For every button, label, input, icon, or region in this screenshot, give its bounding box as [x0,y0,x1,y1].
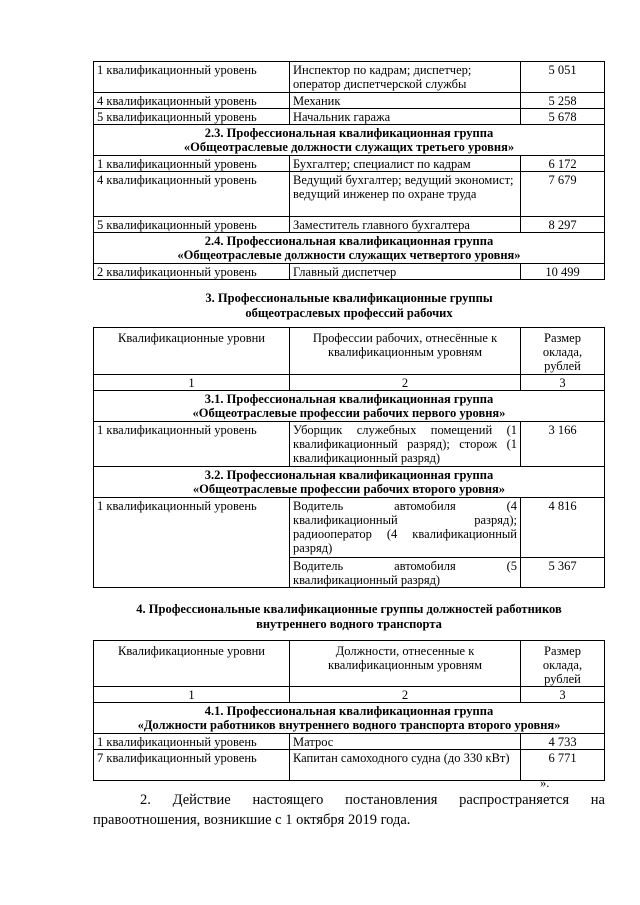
group-header-row [94,233,605,264]
section4-title [93,602,605,632]
header-professions-label: Профессии рабочих, отнесённые к квалификационным уровням [312,331,498,359]
group-header-3-2 [94,467,605,498]
paragraph-line1: 2. Действие настоящего постановления распространяется на [140,792,605,808]
column-number: 3 [521,375,605,391]
level-cell: 5 квалификационный уровень [94,109,290,125]
level-cell: 4 квалификационный уровень [94,172,290,217]
group-header-row [94,391,605,422]
position-cell: Капитан самоходного судна (до 330 кВт) [290,750,521,781]
group-title-line1: 3.2. Профессиональная квалификационная группа [204,468,494,482]
header-salary-label: Размер оклада, рублей [542,331,583,373]
header-professions [290,328,521,375]
table-row [94,498,605,558]
column-number: 2 [290,687,521,703]
section4-title-line2: внутреннего водного транспорта [256,617,442,631]
header-positions-label: Должности, отнесенные к квалификационным уровням [327,644,483,672]
group-header-row [94,467,605,498]
salary-cell: 5 051 [521,62,605,93]
closing-quote: ». [540,776,550,790]
level-cell: 5 квалификационный уровень [94,217,290,233]
salary-cell: 10 499 [521,264,605,280]
position-cell: Главный диспетчер [290,264,521,280]
group-title-line1: 3.1. Профессиональная квалификационная группа [204,392,494,406]
column-number-row [94,687,605,703]
group-title-line2: «Общеотраслевые должности служащих третьего уровня» [183,140,515,154]
table-row [94,156,605,172]
table-section2 [93,61,605,280]
group-title-line1: 2.4. Профессиональная квалификационная группа [204,234,494,248]
table-row [94,62,605,93]
position-cell: Механик [290,93,521,109]
salary-cell: 5 678 [521,109,605,125]
group-title-line2: «Общеотраслевые профессии рабочих второго уровня» [192,482,506,496]
column-number: 1 [94,375,290,391]
table-row [94,750,605,781]
salary-cell: 3 166 [521,422,605,467]
group-header-2-4 [94,233,605,264]
header-positions [290,641,521,687]
section3-title-line2: общеотраслевых профессий рабочих [245,306,453,320]
position-cell: Бухгалтер; специалист по кадрам [290,156,521,172]
table-row [94,422,605,467]
section3-title [93,291,605,321]
group-header-4-1 [94,703,605,734]
position-cell: Заместитель главного бухгалтера [290,217,521,233]
group-title-line1: 2.3. Профессиональная квалификационная группа [204,126,494,140]
salary-cell: 4 816 [521,498,605,558]
table-row [94,734,605,750]
table-row [94,172,605,217]
group-header-2-3 [94,125,605,156]
column-number: 1 [94,687,290,703]
table-header-row [94,641,605,687]
salary-cell: 4 733 [521,734,605,750]
section3-title-line1: 3. Профессиональные квалификационные группы [205,291,493,305]
paragraph-2 [93,790,605,830]
level-cell: 1 квалификационный уровень [94,734,290,750]
group-title-line2: «Общеотраслевые должности служащих четвертого уровня» [177,248,521,262]
header-levels [94,641,290,687]
header-levels-label: Квалификационные уровни [118,331,265,345]
column-number: 2 [290,375,521,391]
table-section4 [93,640,605,781]
paragraph-line2: правоотношения, возникшие с 1 октября 2019 года. [93,812,411,828]
salary-cell: 6 172 [521,156,605,172]
level-cell: 4 квалификационный уровень [94,93,290,109]
header-salary [521,641,605,687]
level-cell: 1 квалификационный уровень [94,498,290,588]
salary-cell: 6 771 [521,750,605,781]
header-salary-label: Размер оклада, рублей [542,644,583,686]
salary-cell: 5 258 [521,93,605,109]
level-cell: 1 квалификационный уровень [94,62,290,93]
table-row [94,93,605,109]
salary-cell: 8 297 [521,217,605,233]
position-cell: Начальник гаража [290,109,521,125]
position-cell: Водитель автомобиля (4 квалификационный разряд); радиооператор (4 квалификационный разряд) [290,498,521,558]
position-cell: Водитель автомобиля (5 квалификационный разряд) [290,558,521,588]
level-cell: 2 квалификационный уровень [94,264,290,280]
section4-title-line1: 4. Профессиональные квалификационные группы должностей работников [136,602,562,616]
position-cell: Инспектор по кадрам; диспетчер; оператор диспетчерской службы [290,62,521,93]
salary-cell: 5 367 [521,558,605,588]
salary-cell: 7 679 [521,172,605,217]
group-header-row [94,703,605,734]
position-cell: Матрос [290,734,521,750]
group-title-line1: 4.1. Профессиональная квалификационная группа [204,704,494,718]
level-cell: 1 квалификационный уровень [94,156,290,172]
table-section3 [93,327,605,588]
table-header-row [94,328,605,375]
header-salary [521,328,605,375]
group-title-line2: «Должности работников внутреннего водного транспорта второго уровня» [137,718,561,732]
table-row [94,264,605,280]
column-number: 3 [521,687,605,703]
table-row [94,109,605,125]
level-cell: 7 квалификационный уровень [94,750,290,781]
level-cell: 1 квалификационный уровень [94,422,290,467]
position-cell: Ведущий бухгалтер; ведущий экономист; ведущий инженер по охране труда [290,172,521,217]
column-number-row [94,375,605,391]
table-row [94,217,605,233]
group-header-row [94,125,605,156]
group-header-3-1 [94,391,605,422]
position-cell: Уборщик служебных помещений (1 квалификационный разряд); сторож (1 квалификационный разряд) [290,422,521,467]
header-levels [94,328,290,375]
header-levels-label: Квалификационные уровни [118,644,265,658]
group-title-line2: «Общеотраслевые профессии рабочих первого уровня» [192,406,506,420]
